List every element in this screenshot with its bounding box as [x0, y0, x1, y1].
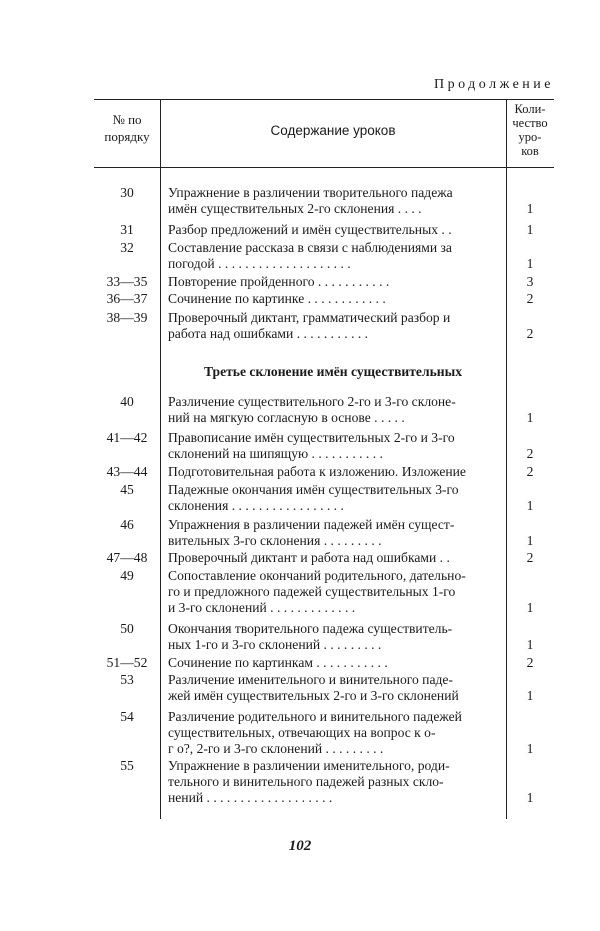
lesson-content — [168, 430, 502, 462]
content-line: работа над ошибками . . . . . . . . . . . — [168, 326, 369, 341]
header-content: Содержание уроков — [270, 123, 396, 138]
lesson-count: 2 — [526, 550, 534, 565]
content-line: Разбор предложений и имён существительных . . — [168, 222, 452, 237]
lesson-number: 41—42 — [106, 430, 148, 445]
lesson-number: 33—35 — [106, 274, 148, 289]
content-line: Составление рассказа в связи с наблюдениями за — [168, 240, 452, 255]
lesson-count: 1 — [526, 498, 534, 513]
content-line: Различение родительного и винительного падежей — [168, 709, 462, 724]
lesson-content — [168, 274, 502, 290]
content-line: Различение именительного и винительного паде- — [168, 672, 453, 687]
content-line: го и предложного падежей существительных 1-го — [168, 584, 456, 599]
lesson-content — [168, 291, 502, 307]
content-line: Сопоставление окончаний родительного, дательно- — [168, 568, 466, 583]
lesson-number: 51—52 — [106, 655, 148, 670]
lesson-content — [168, 655, 502, 671]
lesson-content — [168, 222, 502, 238]
lesson-number: 47—48 — [106, 550, 148, 565]
lesson-content — [168, 517, 502, 549]
content-line: существительных, отвечающих на вопрос к о- — [168, 725, 436, 740]
content-line: ний на мягкую согласную в основе . . . . . — [168, 410, 405, 425]
lesson-content — [168, 550, 502, 566]
lesson-count: 2 — [526, 326, 534, 341]
content-line: Проверочный диктант, грамматический разбор и — [168, 310, 451, 325]
lesson-count: 1 — [526, 790, 534, 805]
content-line: Различение существительного 2-го и 3-го склоне- — [168, 394, 456, 409]
header-bottom-rule — [94, 167, 554, 168]
content-line: Сочинение по картинке . . . . . . . . . . . . — [168, 291, 386, 306]
lesson-count: 3 — [526, 274, 534, 289]
lesson-number: 54 — [120, 709, 134, 724]
lesson-count: 2 — [526, 655, 534, 670]
lesson-number: 31 — [120, 222, 134, 237]
content-line: Повторение пройденного . . . . . . . . . . . — [168, 274, 390, 289]
lesson-count: 1 — [526, 637, 534, 652]
content-line: тельного и винительного падежей разных скло- — [168, 774, 444, 789]
lesson-content — [168, 185, 502, 217]
header-number: № по порядку — [104, 112, 150, 144]
content-line: склонения . . . . . . . . . . . . . . . . . — [168, 498, 344, 513]
lesson-number: 45 — [120, 482, 134, 497]
content-line: г о?, 2-го и 3-го склонений . . . . . . . . . — [168, 741, 384, 756]
content-line: имён существительных 2-го склонения . . . . — [168, 201, 422, 216]
lessons-table — [94, 99, 554, 819]
table-top-rule — [94, 99, 554, 100]
lesson-number: 55 — [120, 758, 134, 773]
lesson-number: 38—39 — [106, 310, 148, 325]
lesson-count: 1 — [526, 222, 534, 237]
lesson-content — [168, 464, 502, 480]
lesson-content — [168, 758, 502, 806]
content-line: Сочинение по картинкам . . . . . . . . . . . — [168, 655, 388, 670]
lesson-number: 43—44 — [106, 464, 148, 479]
content-line: Падежные окончания имён существительных 3-го — [168, 482, 459, 497]
content-line: склонений на шипящую . . . . . . . . . . . — [168, 446, 383, 461]
column-divider-1 — [160, 99, 161, 819]
content-line: жей имён существительных 2-го и 3-го склонений — [168, 688, 459, 703]
lesson-count: 1 — [526, 256, 534, 271]
lesson-content — [168, 240, 502, 272]
page-number: 102 — [288, 838, 312, 854]
header-count: Коли- чество уро- ков — [512, 102, 548, 158]
lesson-number: 40 — [120, 394, 134, 409]
lesson-number: 30 — [120, 185, 134, 200]
lesson-content — [168, 672, 502, 704]
content-line: Упражнения в различении падежей имён сущест- — [168, 517, 455, 532]
lesson-count: 1 — [526, 410, 534, 425]
content-line: нений . . . . . . . . . . . . . . . . . . . — [168, 790, 333, 805]
lesson-content — [168, 394, 502, 426]
lesson-count: 1 — [526, 741, 534, 756]
content-line: Упражнение в различении именительного, роди- — [168, 758, 450, 773]
lesson-number: 50 — [120, 621, 134, 636]
content-line: Подготовительная работа к изложению. Изложение — [168, 464, 466, 479]
lesson-count: 2 — [526, 291, 534, 306]
content-line: ных 1-го и 3-го склонений . . . . . . . . . — [168, 637, 382, 652]
lesson-count: 1 — [526, 201, 534, 216]
lesson-content — [168, 482, 502, 514]
lesson-count: 1 — [526, 600, 534, 615]
section-title: Третье склонение имён существительных — [203, 364, 463, 379]
lesson-content — [168, 621, 502, 653]
content-line: Проверочный диктант и работа над ошибками . . — [168, 550, 450, 565]
lesson-count: 1 — [526, 688, 534, 703]
lesson-count: 2 — [526, 464, 534, 479]
lesson-count: 2 — [526, 446, 534, 461]
content-line: погодой . . . . . . . . . . . . . . . . . . . . — [168, 256, 351, 271]
lesson-content — [168, 568, 502, 616]
lesson-number: 36—37 — [106, 291, 148, 306]
content-line: Окончания творительного падежа существитель- — [168, 621, 453, 636]
continuation-label: Продолжение — [433, 77, 554, 92]
lesson-number: 49 — [120, 568, 134, 583]
lesson-content — [168, 709, 502, 757]
lesson-number: 53 — [120, 672, 134, 687]
lesson-count: 1 — [526, 533, 534, 548]
content-line: вительных 3-го склонения . . . . . . . . . — [168, 533, 382, 548]
content-line: Упражнение в различении творительного падежа — [168, 185, 453, 200]
content-line: и 3-го склонений . . . . . . . . . . . . . — [168, 600, 356, 615]
lesson-content — [168, 310, 502, 342]
lesson-number: 46 — [120, 517, 134, 532]
content-line: Правописание имён существительных 2-го и 3-го — [168, 430, 455, 445]
lesson-number: 32 — [120, 240, 134, 255]
